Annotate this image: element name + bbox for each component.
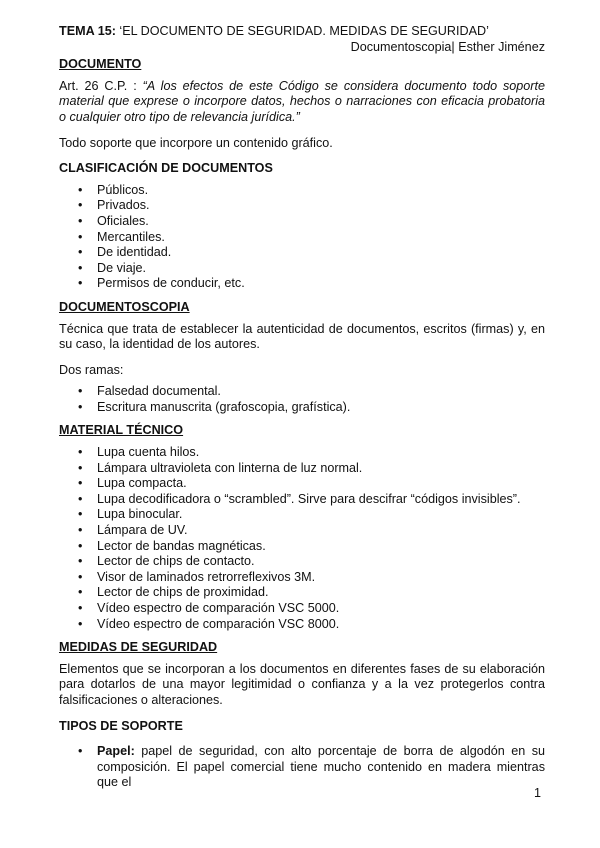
document-title xyxy=(59,24,545,40)
list-item: • De viaje. xyxy=(59,261,545,277)
list-item: • Escritura manuscrita (grafoscopia, grafística). xyxy=(59,400,545,416)
clasificacion-list xyxy=(59,183,545,292)
list-item: • Vídeo espectro de comparación VSC 8000. xyxy=(59,617,545,633)
list-item: • De identidad. xyxy=(59,245,545,261)
article-quote: “A los efectos de este Código se considera documento todo soporte material que exprese o incorpore datos, hechos o narraciones con eficacia probatoria o cualquier otro tipo de relevancia jurídica.” xyxy=(59,78,545,124)
list-item: • Lector de chips de contacto. xyxy=(59,554,545,570)
list-item: • Lupa compacta. xyxy=(59,476,545,492)
papel-text: papel de seguridad, con alto porcentaje de borra de algodón en su composición. El papel comercial tiene mucho contenido en madera mientras que el xyxy=(97,744,545,790)
list-item: • Lupa cuenta hilos. xyxy=(59,445,545,461)
document-page xyxy=(59,24,545,791)
list-item: • Visor de laminados retrorreflexivos 3M. xyxy=(59,570,545,586)
page-number: 1 xyxy=(534,786,542,800)
list-item: • Lupa decodificadora o “scrambled”. Sirve para descifrar “códigos invisibles”. xyxy=(59,492,545,508)
material-list xyxy=(59,445,545,632)
list-item: • Mercantiles. xyxy=(59,230,545,246)
heading-documentoscopia: DOCUMENTOSCOPIA xyxy=(59,299,190,314)
papel-label: Papel: xyxy=(97,744,135,759)
list-item: • Lámpara de UV. xyxy=(59,523,545,539)
heading-medidas: MEDIDAS DE SEGURIDAD xyxy=(59,640,218,655)
list-item: • Lupa binocular. xyxy=(59,507,545,523)
list-item: • Oficiales. xyxy=(59,214,545,230)
medidas-definition: Elementos que se incorporan a los documentos en diferentes fases de su elaboración para dotarlos de una mayor legitimidad o confianza y a la vez protegerlos contra falsificaciones o alteraciones. xyxy=(59,661,545,707)
ramas-label: Dos ramas: xyxy=(59,362,124,377)
list-item: • Lámpara ultravioleta con linterna de luz normal. xyxy=(59,461,545,477)
list-item: • Lector de bandas magnéticas. xyxy=(59,539,545,555)
list-item: • Lector de chips de proximidad. xyxy=(59,585,545,601)
heading-documento: DOCUMENTO xyxy=(59,57,142,72)
list-item: • Privados. xyxy=(59,198,545,214)
heading-material: MATERIAL TÉCNICO xyxy=(59,423,184,438)
list-item xyxy=(59,744,545,791)
heading-tipos-soporte: TIPOS DE SOPORTE xyxy=(59,718,183,733)
article-reference: Art. 26 C.P. : xyxy=(59,78,143,93)
document-subheader: Documentoscopia| Esther Jiménez xyxy=(350,39,545,54)
ramas-list xyxy=(59,384,545,415)
tema-label: TEMA 15: xyxy=(59,24,116,38)
article-paragraph xyxy=(59,79,545,126)
soporte-list xyxy=(59,744,545,791)
tema-title: ‘EL DOCUMENTO DE SEGURIDAD. MEDIDAS DE SEGURIDAD’ xyxy=(115,24,489,38)
list-item: • Falsedad documental. xyxy=(59,384,545,400)
documentoscopia-definition: Técnica que trata de establecer la autenticidad de documentos, escritos (firmas) y, en su caso, la identidad de los autores. xyxy=(59,321,545,352)
list-item: • Vídeo espectro de comparación VSC 5000. xyxy=(59,601,545,617)
documento-definition: Todo soporte que incorpore un contenido gráfico. xyxy=(59,135,333,150)
heading-clasificacion: CLASIFICACIÓN DE DOCUMENTOS xyxy=(59,161,273,176)
list-item: • Permisos de conducir, etc. xyxy=(59,276,545,292)
list-item: • Públicos. xyxy=(59,183,545,199)
